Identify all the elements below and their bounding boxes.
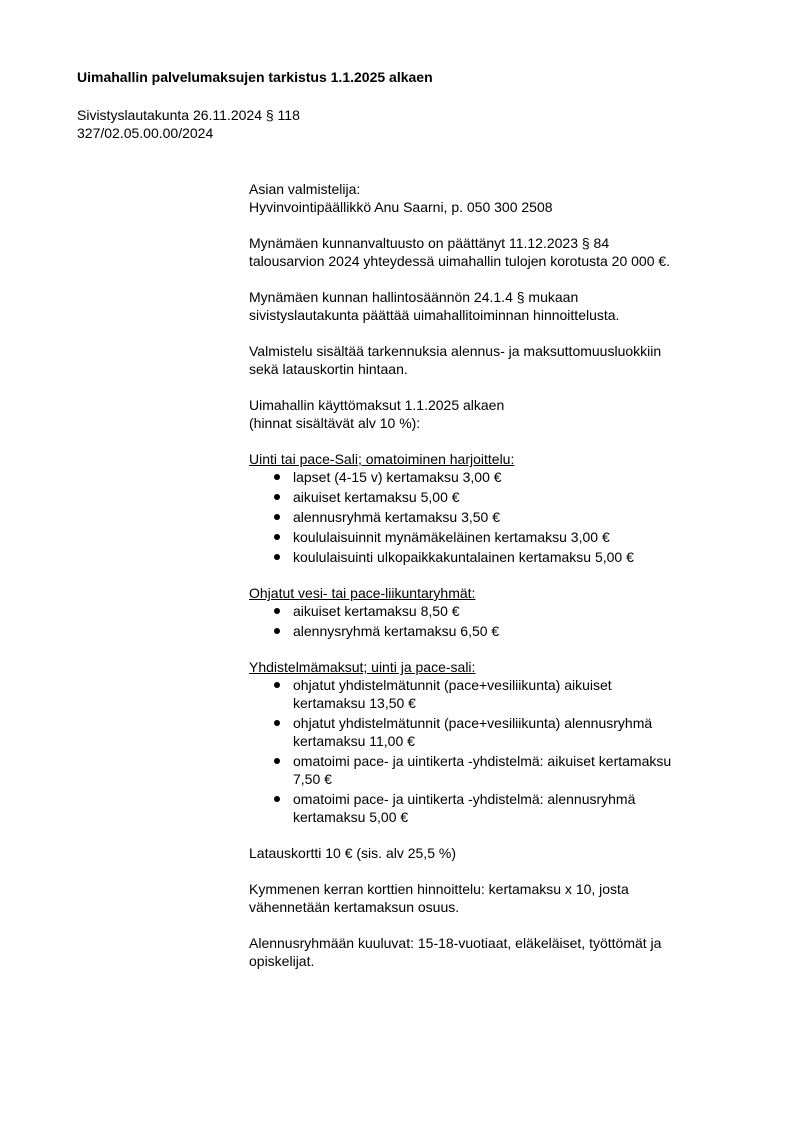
guided-groups-list — [249, 602, 749, 640]
guided-groups-heading: Ohjatut vesi- tai pace-liikuntaryhmät: — [249, 585, 476, 601]
list-item-line: ohjatut yhdistelmätunnit (pace+vesiliikunta) alennusryhmä — [293, 715, 653, 731]
list-item: aikuiset kertamaksu 5,00 € — [249, 488, 749, 506]
discount-group-paragraph — [249, 934, 749, 970]
reload-card-line: Latauskortti 10 € (sis. alv 25,5 %) — [249, 845, 456, 861]
reload-card-paragraph — [249, 844, 749, 862]
meeting-meta — [77, 106, 737, 142]
list-item: koululaisuinnit mynämäkeläinen kertamaksu 3,00 € — [249, 528, 749, 546]
self-training-list — [249, 468, 749, 566]
preparation-paragraph — [249, 342, 749, 378]
preparer-block — [249, 180, 749, 216]
record-id: 327/02.05.00.00/2024 — [77, 125, 214, 141]
list-item: alennusryhmä kertamaksu 3,50 € — [249, 508, 749, 526]
preparer-name: Hyvinvointipäällikkö Anu Saarni, p. 050 300 2508 — [249, 199, 553, 215]
list-item: koululaisuinti ulkopaikkakuntalainen kertamaksu 5,00 € — [249, 548, 749, 566]
preparer-label: Asian valmistelija: — [249, 181, 361, 197]
fees-intro-paragraph — [249, 396, 749, 432]
combination-fees-list — [249, 676, 749, 826]
document-body — [249, 180, 749, 988]
list-item-line: kertamaksu 13,50 € — [293, 695, 416, 711]
document-header — [77, 68, 737, 142]
list-item — [249, 752, 749, 788]
list-item-line: ohjatut yhdistelmätunnit (pace+vesiliikunta) aikuiset — [293, 677, 612, 693]
meeting-reference: Sivistyslautakunta 26.11.2024 § 118 — [77, 107, 300, 123]
list-item-line: omatoimi pace- ja uintikerta -yhdistelmä: aikuiset kertamaksu — [293, 753, 672, 769]
fees-line-1: Uimahallin käyttömaksut 1.1.2025 alkaen — [249, 397, 505, 413]
ten-visit-line-2: vähennetään kertamaksun osuus. — [249, 899, 460, 915]
list-item: lapset (4-15 v) kertamaksu 3,00 € — [249, 468, 749, 486]
list-item — [249, 714, 749, 750]
self-training-heading: Uinti tai pace-Sali; omatoiminen harjoittelu: — [249, 451, 515, 467]
fees-line-2: (hinnat sisältävät alv 10 %): — [249, 415, 421, 431]
list-item-line: kertamaksu 5,00 € — [293, 809, 409, 825]
discount-group-line-2: opiskelijat. — [249, 953, 315, 969]
ten-visit-line-1: Kymmenen kerran korttien hinnoittelu: kertamaksu x 10, josta — [249, 881, 629, 897]
list-item-line: kertamaksu 11,00 € — [293, 733, 415, 749]
list-item: alennysryhmä kertamaksu 6,50 € — [249, 622, 749, 640]
list-item: aikuiset kertamaksu 8,50 € — [249, 602, 749, 620]
combination-fees-heading: Yhdistelmämaksut; uinti ja pace-sali: — [249, 659, 476, 675]
council-decision-paragraph — [249, 234, 749, 270]
rules-paragraph — [249, 288, 749, 324]
list-item-line: 7,50 € — [293, 771, 332, 787]
council-line-2: talousarvion 2024 yhteydessä uimahallin tulojen korotusta 20 000 €. — [249, 253, 671, 269]
ten-visit-card-paragraph — [249, 880, 749, 916]
list-item — [249, 676, 749, 712]
prep-line-2: sekä latauskortin hintaan. — [249, 361, 408, 377]
list-item-line: omatoimi pace- ja uintikerta -yhdistelmä: alennusryhmä — [293, 791, 636, 807]
discount-group-line-1: Alennusryhmään kuuluvat: 15-18-vuotiaat, eläkeläiset, työttömät ja — [249, 935, 662, 951]
rules-line-1: Mynämäen kunnan hallintosäännön 24.1.4 § mukaan — [249, 289, 579, 305]
prep-line-1: Valmistelu sisältää tarkennuksia alennus- ja maksuttomuusluokkiin — [249, 343, 662, 359]
rules-line-2: sivistyslautakunta päättää uimahallitoiminnan hinnoittelusta. — [249, 307, 620, 323]
council-line-1: Mynämäen kunnanvaltuusto on päättänyt 11.12.2023 § 84 — [249, 235, 610, 251]
document-title: Uimahallin palvelumaksujen tarkistus 1.1.2025 alkaen — [77, 69, 433, 85]
list-item — [249, 790, 749, 826]
